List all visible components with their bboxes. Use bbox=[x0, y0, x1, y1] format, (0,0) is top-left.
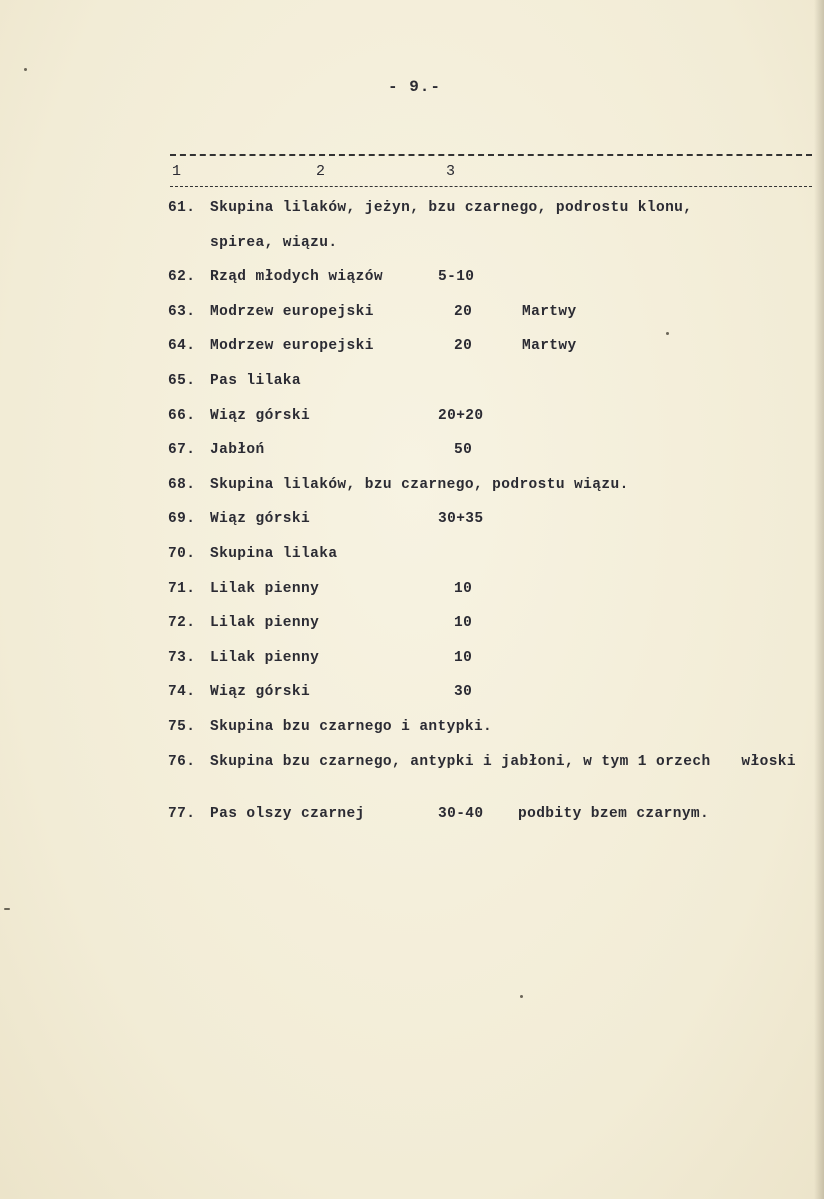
entry-name: Lilak pienny bbox=[210, 649, 320, 666]
entry-name: Skupina lilaków, jeżyn, bzu czarnego, podrostu klonu, bbox=[210, 200, 693, 216]
entry-number: 74. bbox=[168, 684, 196, 701]
list-item bbox=[168, 373, 818, 408]
entry-name: Wiąz górski bbox=[210, 684, 311, 701]
list-item bbox=[168, 650, 818, 685]
entry-name: Lilak pienny bbox=[210, 580, 320, 597]
column-header-1: 1 bbox=[172, 163, 182, 180]
entry-value: 10 bbox=[454, 580, 473, 597]
entry-number: 65. bbox=[168, 372, 196, 389]
list-item bbox=[168, 304, 818, 339]
paper-speck bbox=[520, 995, 523, 998]
list-item bbox=[168, 235, 818, 270]
entry-note: Martwy bbox=[522, 338, 577, 355]
paper-speck bbox=[666, 332, 669, 335]
entry-number: 70. bbox=[168, 545, 196, 562]
list-item bbox=[168, 806, 818, 841]
entry-number: 66. bbox=[168, 407, 196, 424]
entry-value: 30-40 bbox=[438, 805, 484, 822]
entry-name: Wiąz górski bbox=[210, 511, 311, 528]
list-item bbox=[168, 719, 818, 754]
list-item bbox=[168, 615, 818, 650]
entry-number: 72. bbox=[168, 615, 196, 632]
entry-name: Skupina lilaków, bzu czarnego, podrostu wiązu. bbox=[210, 476, 629, 493]
entry-value: 30 bbox=[454, 684, 473, 701]
inventory-list bbox=[168, 200, 818, 840]
entry-name: Skupina lilaka bbox=[210, 545, 338, 562]
entry-name: Rząd młodych wiązów bbox=[210, 269, 383, 286]
column-header-3: 3 bbox=[446, 163, 456, 180]
entry-value: 20+20 bbox=[438, 407, 484, 424]
entry-name: Skupina bzu czarnego i antypki. bbox=[210, 718, 493, 735]
entry-number: 77. bbox=[168, 805, 196, 822]
entry-value: 5-10 bbox=[438, 269, 475, 286]
entry-number: 61. bbox=[168, 200, 196, 216]
entry-value: 20 bbox=[454, 303, 473, 320]
entry-name: spirea, wiązu. bbox=[210, 234, 338, 251]
table-top-rule bbox=[170, 154, 812, 156]
list-item bbox=[168, 408, 818, 443]
entry-number: 62. bbox=[168, 269, 196, 286]
entry-name: Modrzew europejski bbox=[210, 303, 374, 320]
page-number: - 9.- bbox=[388, 78, 442, 96]
entry-number: 73. bbox=[168, 649, 196, 666]
list-item bbox=[168, 477, 818, 512]
entry-number: 69. bbox=[168, 511, 196, 528]
paper-speck bbox=[4, 908, 10, 910]
entry-number: 63. bbox=[168, 303, 196, 320]
list-item bbox=[168, 546, 818, 581]
list-item bbox=[168, 200, 818, 235]
list-item bbox=[168, 338, 818, 373]
column-header-2: 2 bbox=[316, 163, 326, 180]
list-item bbox=[168, 442, 818, 477]
list-item bbox=[168, 684, 818, 719]
list-item bbox=[168, 581, 818, 616]
table-header-rule bbox=[170, 186, 812, 187]
paper-speck bbox=[24, 68, 27, 71]
entry-number: 76. bbox=[168, 753, 196, 770]
entry-name: Modrzew europejski bbox=[210, 338, 374, 355]
list-item bbox=[168, 754, 818, 806]
entry-value: 10 bbox=[454, 649, 473, 666]
entry-note: Martwy bbox=[522, 303, 577, 320]
entry-name: Skupina bzu czarnego, antypki i jabłoni, w tym 1 orzech bbox=[210, 753, 711, 770]
entry-value: 20 bbox=[454, 338, 473, 355]
entry-name: Lilak pienny bbox=[210, 615, 320, 632]
entry-number: 64. bbox=[168, 338, 196, 355]
list-item bbox=[168, 511, 818, 546]
entry-note: podbity bzem czarnym. bbox=[518, 805, 710, 822]
entry-name: Wiąz górski bbox=[210, 407, 311, 424]
entry-value: 10 bbox=[454, 615, 473, 632]
entry-number: 68. bbox=[168, 476, 196, 493]
entry-name: Pas olszy czarnej bbox=[210, 805, 365, 822]
entry-name: Pas lilaka bbox=[210, 372, 302, 389]
entry-name-continuation: włoski bbox=[741, 753, 796, 770]
entry-number: 71. bbox=[168, 580, 196, 597]
entry-value: 30+35 bbox=[438, 511, 484, 528]
entry-value: 50 bbox=[454, 442, 473, 459]
list-item bbox=[168, 269, 818, 304]
page-edge-shadow bbox=[814, 0, 824, 1199]
entry-number: 67. bbox=[168, 442, 196, 459]
entry-name: Jabłoń bbox=[210, 442, 265, 459]
entry-number: 75. bbox=[168, 718, 196, 735]
